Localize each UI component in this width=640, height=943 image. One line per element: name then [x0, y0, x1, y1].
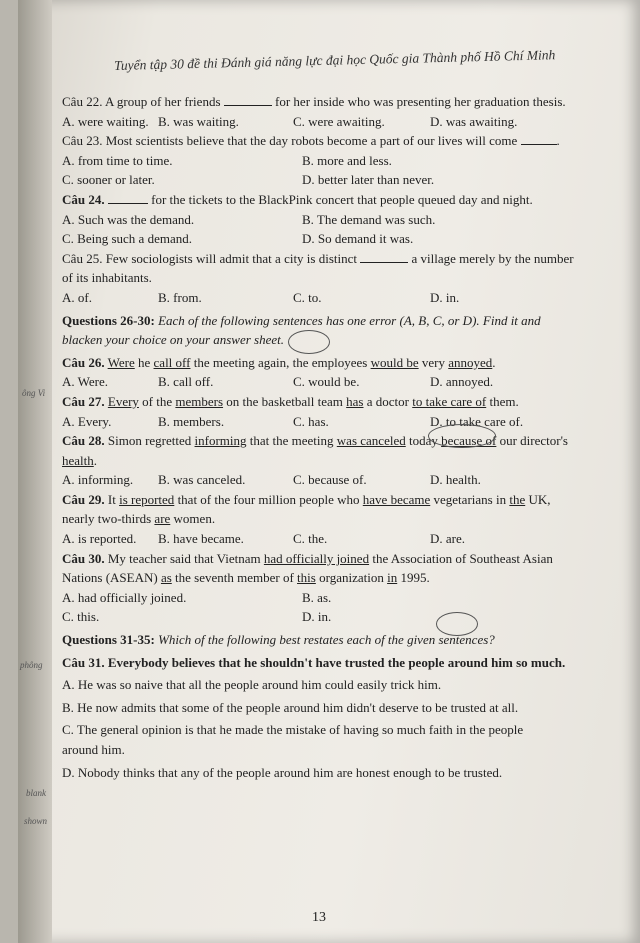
question-24-options-1: [62, 210, 582, 230]
q25-option-c: C. to.: [293, 289, 322, 305]
q27-option-a: A. Every.: [62, 413, 112, 429]
q27-text-4: them.: [489, 393, 519, 409]
q26-text-2: the meeting again, the employees: [193, 354, 368, 370]
instructions-26-30: [62, 311, 582, 331]
margin-note: phông: [20, 660, 43, 670]
q30-option-c: C. this.: [62, 609, 100, 625]
question-24-options-2: [62, 229, 582, 249]
instructions-31-35-label: Questions 31-35:: [62, 632, 155, 648]
q28-option-a: A. informing.: [62, 472, 134, 488]
q28-underline-a: informing: [194, 433, 247, 449]
q26-underline-a: Were: [107, 354, 135, 370]
q31-option-b: B. He now admits that some of the people around him didn't deserve to be trusted at all.: [62, 699, 519, 715]
q26-text-1: he: [138, 354, 151, 370]
question-23-options-1: [62, 151, 582, 171]
q30-option-a: A. had officially joined.: [62, 589, 187, 605]
page-number: 13: [312, 910, 326, 925]
q29-underline-a: is reported: [119, 491, 175, 507]
q23-option-d: D. better later than never.: [302, 172, 435, 188]
q26-option-b: B. call off.: [158, 374, 214, 390]
q29-option-c: C. the.: [293, 531, 328, 547]
q30-text-0: My teacher said that Vietnam: [107, 550, 261, 566]
q27-number: Câu 27.: [62, 393, 105, 409]
q26-underline-d: annoyed: [448, 354, 493, 370]
q24-blank: [108, 191, 148, 204]
q30-underline-b: as: [160, 570, 172, 586]
question-28-stem: [62, 431, 582, 451]
question-26-stem: [62, 353, 582, 373]
q27-underline-d: to take care of: [412, 393, 487, 409]
q25-option-a: A. of.: [62, 289, 92, 305]
q28-underline-b: was canceled: [336, 433, 406, 449]
question-26-options: [62, 372, 582, 392]
q29-underline-d: are: [154, 511, 171, 527]
q31-option-a: A. He was so naive that all the people around him could easily trick him.: [62, 677, 442, 693]
q31-option-c: C. The general opinion is that he made the mistake of having so much faith in the people: [62, 722, 524, 738]
q24-option-b: B. The demand was such.: [302, 211, 436, 227]
q26-number: Câu 26.: [62, 354, 105, 370]
q25-blank: [360, 250, 408, 263]
q28-text-0: Simon regretted: [107, 433, 192, 449]
question-28-stem-continued: [62, 451, 582, 471]
question-23-stem: Câu 23. Most scientists believe that the day robots become a part of our lives will come .: [62, 133, 560, 149]
q29-option-a: A. is reported.: [62, 531, 137, 547]
question-27-options: [62, 412, 582, 432]
q28-option-d: D. health.: [430, 472, 481, 488]
q30-option-b: B. as.: [302, 589, 332, 605]
q31-option-c-continued: around him.: [62, 742, 125, 757]
question-24-stem: [62, 190, 582, 210]
instructions-26-30-text-continued: blacken your choice on your answer sheet.: [62, 332, 285, 348]
pen-circle-mark: [288, 330, 330, 354]
pen-circle-mark: [436, 612, 478, 636]
q29-text-5: women.: [173, 511, 216, 527]
q27-underline-a: Every: [107, 393, 139, 409]
margin-note: blank: [26, 788, 46, 798]
q26-text-4: .: [492, 354, 496, 370]
question-30-options-1: [62, 588, 582, 608]
q27-underline-c: has: [346, 393, 364, 409]
q30-text-3: the seventh member of: [175, 570, 294, 586]
q25-stem-end: a village merely by the number: [411, 250, 574, 266]
question-29-stem-continued: [62, 509, 582, 529]
margin-note: ông Vi: [22, 388, 46, 398]
q29-underline-c: the: [509, 491, 526, 507]
q30-text-1: the Association of Southeast Asian: [372, 550, 553, 566]
q23-blank: [521, 132, 557, 145]
q29-underline-b: have became: [362, 491, 431, 507]
q27-underline-b: members: [175, 393, 224, 409]
question-25-stem: [62, 249, 582, 269]
q28-text-2: today: [408, 433, 438, 449]
q23-option-a: A. from time to time.: [62, 152, 173, 168]
q30-underline-d: in: [387, 570, 398, 586]
question-30-stem: [62, 549, 582, 569]
q24-number: Câu 24.: [62, 191, 105, 207]
question-22-options: [62, 112, 582, 132]
q26-underline-c: would be: [370, 354, 419, 370]
q28-text-3: our director's: [499, 433, 568, 449]
question-27-stem: [62, 392, 582, 412]
q28-text-4: .: [93, 452, 98, 468]
q24-stem: for the tickets to the BlackPink concert that people queued day and night.: [151, 191, 533, 207]
q24-option-a: A. Such was the demand.: [62, 211, 195, 227]
margin-note: shown: [24, 816, 48, 826]
instructions-26-30-text: Each of the following sentences has one error (A, B, C, or D). Find it and: [158, 312, 541, 328]
q25-stem-start: Câu 25. Few sociologists will admit that a city is distinct: [62, 250, 358, 266]
q29-text-4: nearly two-thirds: [62, 511, 152, 527]
q29-number: Câu 29.: [62, 491, 105, 507]
q30-underline-c: this: [297, 570, 316, 586]
q25-option-d: D. in.: [430, 289, 460, 305]
q30-text-5: 1995.: [400, 570, 430, 586]
q23-option-c: C. sooner or later.: [62, 172, 155, 188]
q31-option-d: D. Nobody thinks that any of the people around him are honest enough to be trusted.: [62, 764, 503, 780]
q29-text-3: UK,: [528, 491, 551, 507]
question-28-options: [62, 470, 582, 490]
question-23-options-2: [62, 170, 582, 190]
q27-text-3: a doctor: [366, 393, 409, 409]
question-25-stem-continued: of its inhabitants.: [62, 270, 152, 286]
q22-option-d: D. was awaiting.: [430, 113, 518, 129]
q22-blank: [224, 93, 272, 106]
instructions-31-35-text: Which of the following best restates each of the given sentences?: [158, 632, 495, 648]
pen-circle-mark: [428, 424, 496, 448]
q29-text-1: that of the four million people who: [177, 491, 360, 507]
question-29-options: [62, 529, 582, 549]
q26-underline-b: call off: [153, 354, 191, 370]
instructions-26-30-label: Questions 26-30:: [62, 312, 155, 328]
q27-text-2: on the basketball team: [226, 393, 343, 409]
q28-option-c: C. because of.: [293, 472, 367, 488]
question-29-stem: [62, 490, 582, 510]
q28-text-1: that the meeting: [249, 433, 334, 449]
q30-number: Câu 30.: [62, 550, 105, 566]
book-spine: [18, 0, 52, 943]
q23-stem: Câu 23. Most scientists believe that the day robots become a part of our lives will come: [62, 133, 518, 149]
q30-option-d: D. in.: [302, 609, 332, 625]
question-30-stem-continued: [62, 568, 582, 588]
question-22-stem: [62, 92, 582, 112]
q27-option-d: D. to take care of.: [430, 413, 524, 429]
q26-option-d: D. annoyed.: [430, 374, 494, 390]
running-header: Tuyển tập 30 đề thi Đánh giá năng lực đại học Quốc gia Thành phố Hồ Chí Minh: [114, 47, 556, 73]
q22-stem-start: Câu 22. A group of her friends: [62, 94, 221, 109]
q29-text-2: vegetarians in: [433, 491, 507, 507]
q22-option-c: C. were awaiting.: [293, 113, 385, 129]
q26-text-3: very: [421, 354, 445, 370]
q28-number: Câu 28.: [62, 433, 105, 449]
q23-option-b: B. more and less.: [302, 152, 392, 168]
q24-option-c: C. Being such a demand.: [62, 231, 192, 247]
book-page: [18, 0, 640, 943]
question-30-options-2: [62, 607, 582, 627]
q28-underline-c: because of: [441, 433, 497, 449]
q27-option-b: B. members.: [158, 413, 225, 429]
q30-text-4: organization: [319, 570, 384, 586]
q27-option-c: C. has.: [293, 413, 329, 429]
q28-option-b: B. was canceled.: [158, 472, 246, 488]
q22-option-b: B. was waiting.: [158, 113, 239, 129]
instructions-31-35: [62, 630, 582, 650]
q30-text-2: Nations (ASEAN): [62, 570, 158, 586]
q25-option-b: B. from.: [158, 289, 202, 305]
question-31-stem: Câu 31. Everybody believes that he shouldn't have trusted the people around him so much.: [62, 654, 566, 670]
q26-option-a: A. Were.: [62, 374, 109, 390]
q28-underline-d: health: [62, 452, 94, 468]
q22-option-a: A. were waiting.: [62, 113, 149, 129]
q30-underline-a: had officially joined: [263, 550, 370, 566]
question-content: [62, 92, 582, 782]
q29-option-b: B. have became.: [158, 531, 244, 547]
q22-stem-end: for her inside who was presenting her graduation thesis.: [275, 94, 566, 109]
q29-text-0: It: [107, 491, 116, 507]
q24-option-d: D. So demand it was.: [302, 231, 414, 247]
q26-option-c: C. would be.: [293, 374, 360, 390]
q27-text-1: of the: [142, 393, 173, 409]
q29-option-d: D. are.: [430, 531, 466, 547]
question-25-options: [62, 288, 582, 308]
